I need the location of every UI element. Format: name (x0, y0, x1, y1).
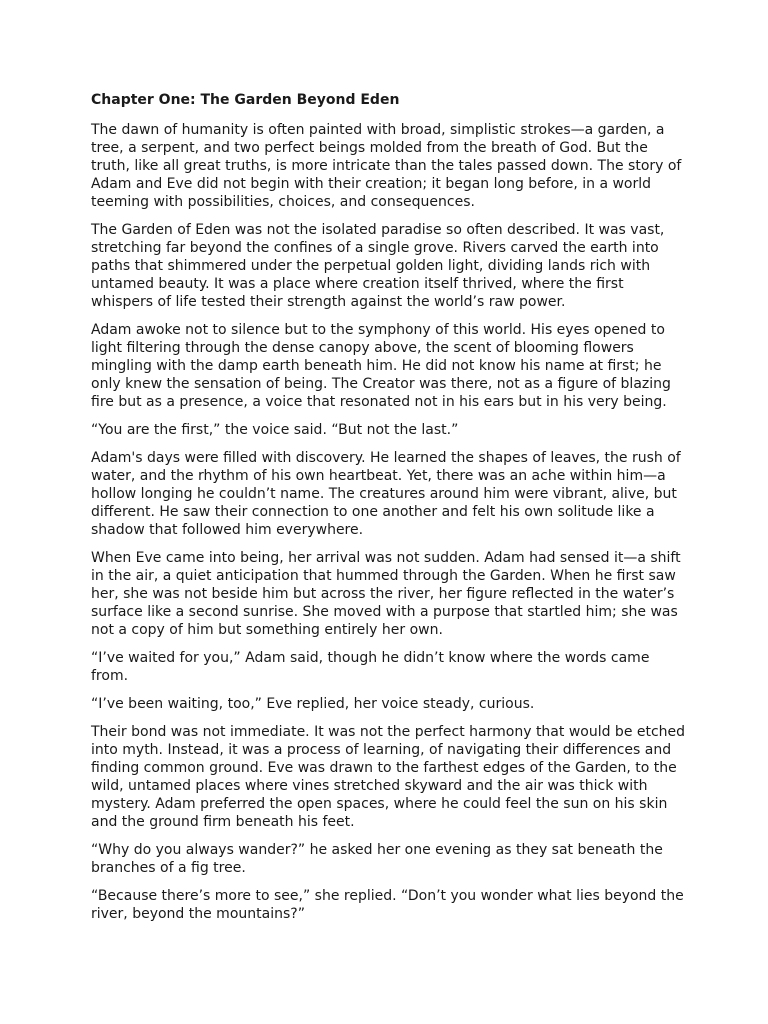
paragraph-2: The Garden of Eden was not the isolated paradise so often described. It was vast, stretching far beyond the confines of a single grove. Rivers carved the earth into paths that shimmered under the perpetual golden light, dividing lands rich with untamed beauty. It was a place where creation itself thrived, where the first whispers of life tested their strength against the world’s raw power. (91, 222, 665, 310)
paragraph-6: When Eve came into being, her arrival was not sudden. Adam had sensed it—a shift in the air, a quiet anticipation that hummed through the Garden. When he first saw her, she was not beside him but across the river, her figure reflected in the water’s surface like a second sunrise. She moved with a purpose that startled him; she was not a copy of him but something entirely her own. (91, 550, 681, 638)
paragraph-11: “Because there’s more to see,” she replied. “Don’t you wonder what lies beyond the river, beyond the mountains?” (91, 888, 684, 922)
paragraph-4: “You are the first,” the voice said. “But not the last.” (91, 422, 459, 438)
paragraph-5: Adam's days were filled with discovery. He learned the shapes of leaves, the rush of water, and the rhythm of his own heartbeat. Yet, there was an ache within him—a hollow longing he couldn’t name. The creatures around him were vibrant, alive, but different. He saw their connection to one another and felt his own solitude like a shadow that followed him everywhere. (91, 450, 681, 538)
paragraph-3: Adam awoke not to silence but to the symphony of this world. His eyes opened to light filtering through the dense canopy above, the scent of blooming flowers mingling with the damp earth beneath him. He did not know his name at first; he only knew the sensation of being. The Creator was there, not as a figure of blazing fire but as a presence, a voice that resonated not in his ears but in his very being. (91, 322, 671, 410)
paragraph-1: The dawn of humanity is often painted with broad, simplistic strokes—a garden, a tree, a serpent, and two perfect beings molded from the breath of God. But the truth, like all great truths, is more intricate than the tales passed down. The story of Adam and Eve did not begin with their creation; it began long before, in a world teeming with possibilities, choices, and consequences. (91, 122, 682, 210)
document-page (91, 91, 687, 933)
paragraph-10: “Why do you always wander?” he asked her one evening as they sat beneath the branches of a fig tree. (91, 842, 663, 876)
chapter-title: Chapter One: The Garden Beyond Eden (91, 92, 400, 108)
paragraph-7: “I’ve waited for you,” Adam said, though he didn’t know where the words came from. (91, 650, 650, 684)
paragraph-9: Their bond was not immediate. It was not the perfect harmony that would be etched into myth. Instead, it was a process of learning, of navigating their differences and finding common ground. Eve was drawn to the farthest edges of the Garden, to the wild, untamed places where vines stretched skyward and the air was thick with mystery. Adam preferred the open spaces, where he could feel the sun on his skin and the ground firm beneath his feet. (91, 724, 686, 830)
paragraph-8: “I’ve been waiting, too,” Eve replied, her voice steady, curious. (91, 696, 535, 712)
